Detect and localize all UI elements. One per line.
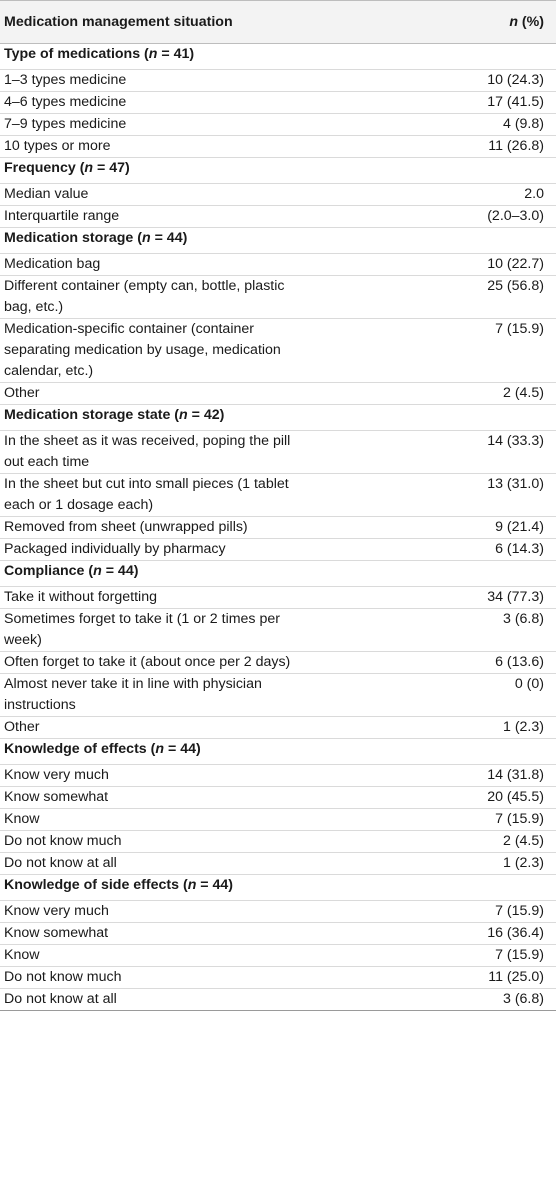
table-row: [0, 517, 556, 539]
row-value: 16 (36.4): [487, 925, 544, 941]
table-row: [0, 92, 556, 114]
section-value-empty: [304, 158, 556, 184]
row-value: (2.0–3.0): [487, 208, 544, 224]
table-row: [0, 319, 556, 383]
table-row: [0, 431, 556, 474]
section-title-count: = 44): [101, 563, 139, 579]
row-value: 3 (6.8): [502, 991, 544, 1007]
row-value: 11 (25.0): [488, 969, 544, 985]
row-value: 4 (9.8): [502, 116, 544, 132]
row-value: 6 (13.6): [495, 654, 544, 670]
table-row: [0, 967, 556, 989]
section-title-text: Frequency (: [4, 160, 85, 176]
row-label: 4–6 types medicine: [4, 94, 127, 110]
row-label: Almost never take it in line with physician instructions: [4, 676, 262, 713]
table-row: [0, 901, 556, 923]
section-title-text: Compliance (: [4, 563, 94, 579]
table-row: [0, 989, 556, 1011]
row-value: 10 (24.3): [487, 72, 544, 88]
section-title-n: n: [84, 160, 94, 176]
row-value: 17 (41.5): [487, 94, 544, 110]
row-label: Know somewhat: [4, 789, 109, 805]
row-value: 14 (33.3): [487, 433, 544, 449]
section-title-n: n: [93, 563, 102, 579]
table-body: [0, 44, 556, 1011]
section-title-text: Medication storage state (: [4, 407, 180, 423]
table-row: [0, 114, 556, 136]
table-row: [0, 787, 556, 809]
row-value: 9 (21.4): [495, 519, 544, 535]
section-value-empty: [304, 739, 556, 765]
row-value: 1 (2.3): [502, 719, 544, 735]
row-label: In the sheet but cut into small pieces (1 tablet each or 1 dosage each): [4, 476, 289, 513]
table-row: [0, 765, 556, 787]
row-value: 10 (22.7): [487, 256, 544, 272]
table-row: [0, 853, 556, 875]
row-value: 0 (0): [514, 676, 544, 692]
table-row: [0, 587, 556, 609]
section-header-row: [0, 561, 556, 587]
table-row: [0, 383, 556, 405]
row-value: 2 (4.5): [502, 833, 544, 849]
row-label: 7–9 types medicine: [4, 116, 127, 132]
header-row: [0, 1, 556, 44]
row-value: 7 (15.9): [495, 321, 544, 337]
table-row: [0, 652, 556, 674]
section-title-count: = 44): [150, 230, 188, 246]
section-title: [0, 739, 304, 765]
section-value-empty: [304, 405, 556, 431]
section-value-empty: [304, 875, 556, 901]
row-label: In the sheet as it was received, poping the pill out each time: [4, 433, 291, 470]
section-header-row: [0, 405, 556, 431]
section-title-n: n: [187, 877, 197, 893]
section-title-count: = 44): [196, 877, 234, 893]
row-value: 2 (4.5): [502, 385, 544, 401]
row-label: Sometimes forget to take it (1 or 2 times per week): [4, 611, 280, 648]
table-row: [0, 945, 556, 967]
row-label: Different container (empty can, bottle, plastic bag, etc.): [4, 278, 285, 315]
row-label: Medication bag: [4, 256, 101, 272]
row-value: 7 (15.9): [495, 947, 544, 963]
section-title-count: = 47): [93, 160, 130, 176]
row-value: 11 (26.8): [488, 138, 544, 154]
section-header-row: [0, 739, 556, 765]
row-label: Other: [4, 719, 40, 735]
row-value: 20 (45.5): [487, 789, 544, 805]
row-label: Know very much: [4, 903, 109, 919]
row-label: Often forget to take it (about once per 2 days): [4, 654, 291, 670]
section-title-n: n: [155, 741, 165, 757]
section-title-n: n: [141, 230, 151, 246]
row-value: 3 (6.8): [502, 611, 544, 627]
row-label: Packaged individually by pharmacy: [4, 541, 226, 557]
row-value: 6 (14.3): [495, 541, 544, 557]
table-row: [0, 254, 556, 276]
section-value-empty: [304, 228, 556, 254]
table-row: [0, 717, 556, 739]
section-value-empty: [304, 561, 556, 587]
table-row: [0, 923, 556, 945]
header-n: n: [509, 13, 518, 30]
row-label: Median value: [4, 186, 89, 202]
row-value: 7 (15.9): [495, 903, 544, 919]
row-label: Take it without forgetting: [4, 589, 157, 605]
table-row: [0, 831, 556, 853]
header-percent: (%): [517, 13, 544, 30]
section-title-n: n: [148, 46, 158, 62]
row-label: Do not know much: [4, 969, 122, 985]
row-label: Do not know much: [4, 833, 122, 849]
row-label: Other: [4, 385, 40, 401]
table-row: [0, 474, 556, 517]
header-n-percent: [304, 1, 556, 44]
table-row: [0, 206, 556, 228]
row-value: 1 (2.3): [502, 855, 544, 871]
section-header-row: [0, 44, 556, 70]
row-value: 13 (31.0): [487, 476, 544, 492]
section-title: [0, 561, 304, 587]
section-title: [0, 875, 304, 901]
table-header: [0, 1, 556, 44]
section-title: [0, 228, 304, 254]
row-value: 34 (77.3): [487, 589, 544, 605]
section-header-row: [0, 158, 556, 184]
section-title-text: Medication storage (: [4, 230, 142, 246]
row-label: Interquartile range: [4, 208, 120, 224]
section-title-n: n: [179, 407, 188, 423]
section-value-empty: [304, 44, 556, 70]
section-title: [0, 158, 304, 184]
row-value: 7 (15.9): [495, 811, 544, 827]
row-label: Do not know at all: [4, 855, 117, 871]
row-value: 14 (31.8): [487, 767, 544, 783]
section-header-row: [0, 228, 556, 254]
row-value: 2.0: [524, 186, 544, 202]
table-row: [0, 276, 556, 319]
table-row: [0, 674, 556, 717]
row-label: Do not know at all: [4, 991, 117, 1007]
row-label: Know: [4, 811, 40, 827]
row-label: Medication-specific container (container separating medication by usage, medication calendar, etc.): [4, 321, 281, 379]
row-value: 25 (56.8): [487, 278, 544, 294]
row-label: Removed from sheet (unwrapped pills): [4, 519, 248, 535]
header-situation: Medication management situation: [4, 13, 233, 30]
section-title: [0, 44, 304, 70]
row-label: Know somewhat: [4, 925, 109, 941]
table-row: [0, 809, 556, 831]
row-label: Know very much: [4, 767, 109, 783]
table-row: [0, 184, 556, 206]
section-title: [0, 405, 304, 431]
table-row: [0, 136, 556, 158]
table-row: [0, 70, 556, 92]
section-title-text: Knowledge of side effects (: [4, 877, 188, 893]
row-label: Know: [4, 947, 40, 963]
row-label: 1–3 types medicine: [4, 72, 127, 88]
row-label: 10 types or more: [4, 138, 111, 154]
section-title-text: Knowledge of effects (: [4, 741, 156, 757]
section-title-count: = 41): [157, 46, 195, 62]
table-row: [0, 539, 556, 561]
section-header-row: [0, 875, 556, 901]
section-title-count: = 44): [164, 741, 201, 757]
table-row: [0, 609, 556, 652]
section-title-text: Type of medications (: [4, 46, 149, 62]
section-title-count: = 42): [187, 407, 225, 423]
